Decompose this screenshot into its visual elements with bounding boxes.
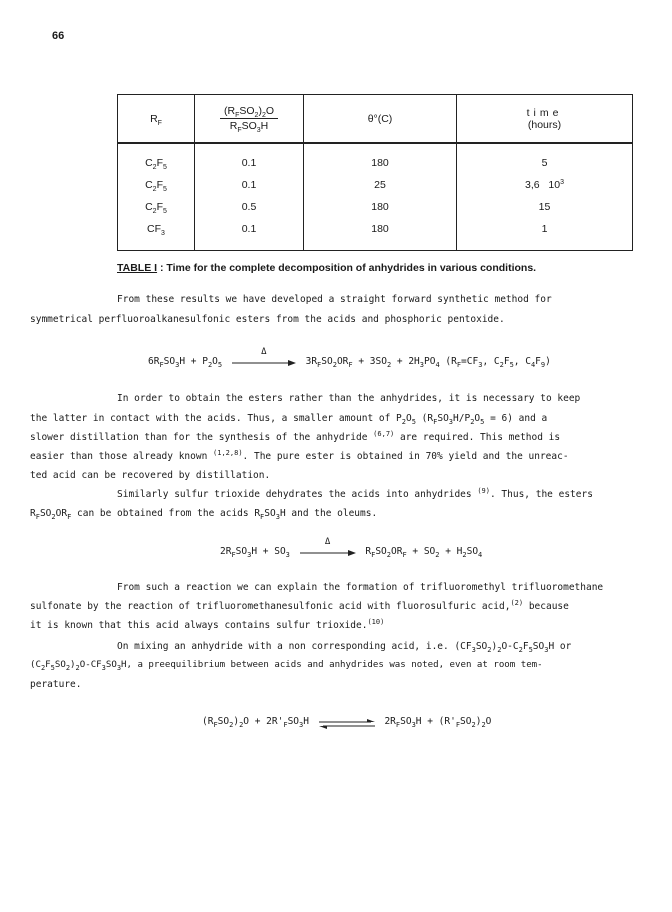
cell-ratio: 0.5 (195, 196, 304, 218)
header-ratio: $\frac{(R_FSO_2)_2O}{R_FSO_3H}$ (195, 95, 304, 144)
paragraph-2-line-2: the latter in contact with the acids. Thus, a smaller amount of $P_2O_5$ $(R_FSO_3H/P_2O_5 = 6)$ and a (30, 413, 548, 426)
table-row (118, 174, 633, 196)
table-row (118, 218, 633, 240)
paragraph-5-line-2: $(C_2F_5SO_2)_2O-CF_3SO_3H$, a preequilibrium between acids and anhydrides was noted, even at room tem- (30, 660, 543, 672)
table-caption: TABLE I : Time for the complete decomposition of anhydrides in various conditions. (117, 262, 537, 274)
paragraph-3-line-1: Similarly sulfur trioxide dehydrates the acids into anhydrides $^{(9)}$. Thus, the esters (117, 487, 593, 500)
equation-1 (148, 346, 551, 369)
cell-time: 5 (457, 152, 633, 174)
cell-temperature: 180 (304, 196, 457, 218)
cell-temperature: 180 (304, 218, 457, 240)
header-time: time (hours) (457, 95, 633, 144)
reaction-arrow (300, 536, 356, 557)
reaction-arrow (232, 346, 296, 367)
cell-rf: $C_2F_5$ (118, 196, 195, 218)
table-header-row (118, 95, 633, 144)
cell-rf: $C_2F_5$ (118, 152, 195, 174)
equation-3-lhs: $(R_FSO_2)_2O + 2R'_FSO_3H$ (202, 716, 309, 729)
cell-time: 1 (457, 218, 633, 240)
cell-rf: $CF_3$ (118, 218, 195, 240)
paragraph-4-line-1: From such a reaction we can explain the formation of trifluoromethyl trifluoromethane (117, 582, 604, 593)
cell-temperature: 25 (304, 174, 457, 196)
equation-1-lhs: $6R_FSO_3H + P_2O_5$ (148, 356, 223, 369)
header-rf: $R_F$ (118, 95, 195, 144)
paragraph-2-line-5: ted acid can be recovered by distillation. (30, 470, 271, 481)
table-row (118, 196, 633, 218)
cell-temperature: 180 (304, 152, 457, 174)
equation-2-rhs: $R_FSO_2OR_F + SO_2 + H_2SO_4$ (365, 546, 483, 559)
cell-ratio: 0.1 (195, 152, 304, 174)
cell-time: 3,6 $10^3$ (457, 174, 633, 196)
arrow-label: Δ (261, 346, 267, 357)
cell-ratio: 0.1 (195, 218, 304, 240)
paragraph-1-line-2: symmetrical perfluoroalkanesulfonic esters from the acids and phosphoric pentoxide. (30, 314, 505, 325)
equation-1-rhs: $3R_FSO_2OR_F + 3SO_2 + 2H_3PO_4$ ($R_F=CF_3$, $C_2F_5$, $C_4F_9$) (305, 356, 551, 369)
paragraph-1-line-1: From these results we have developed a straight forward synthetic method for (117, 294, 552, 305)
paragraph-5-line-3: perature. (30, 679, 82, 690)
paragraph-2-line-4: easier than those already known $^{(1,2,8)}$. The pure ester is obtained in 70% yield and the unreac- (30, 449, 569, 462)
equation-3-rhs: $2R_FSO_3H + (R'_FSO_2)_2O$ (384, 716, 492, 729)
cell-time: 15 (457, 196, 633, 218)
paragraph-2-line-1: In order to obtain the esters rather than the anhydrides, it is necessary to keep (117, 393, 581, 404)
cell-ratio: 0.1 (195, 174, 304, 196)
equation-3 (202, 716, 491, 727)
equilibrium-arrow (319, 717, 375, 727)
paragraph-4-line-3: it is known that this acid always contains sulfur trioxide.$^{(10)}$ (30, 618, 385, 631)
header-temperature: θ°(C) (304, 95, 457, 144)
paragraph-2-line-3: slower distillation than for the synthesis of the anhydride $^{(6,7)}$ are required. This method is (30, 430, 561, 443)
arrow-label: Δ (324, 536, 331, 547)
paragraph-3-line-2: $R_FSO_2OR_F$ can be obtained from the acids $R_FSO_3H$ and the oleums. (30, 508, 378, 521)
equation-2-lhs: $2R_FSO_3H + SO_3$ (220, 546, 290, 559)
cell-rf: $C_2F_5$ (118, 174, 195, 196)
page-number: 66 (52, 30, 65, 42)
equation-2 (220, 536, 483, 559)
paragraph-5-line-1: On mixing an anhydride with a non corresponding acid, i.e. $(CF_3SO_2)_2O-C_2F_5SO_3H$ or (117, 641, 572, 654)
decomposition-table (117, 94, 633, 251)
paragraph-4-line-2: sulfonate by the reaction of trifluoromethanesulfonic acid with fluorosulfuric acid,$^{(2)}$ because (30, 599, 569, 612)
table-row (118, 152, 633, 174)
